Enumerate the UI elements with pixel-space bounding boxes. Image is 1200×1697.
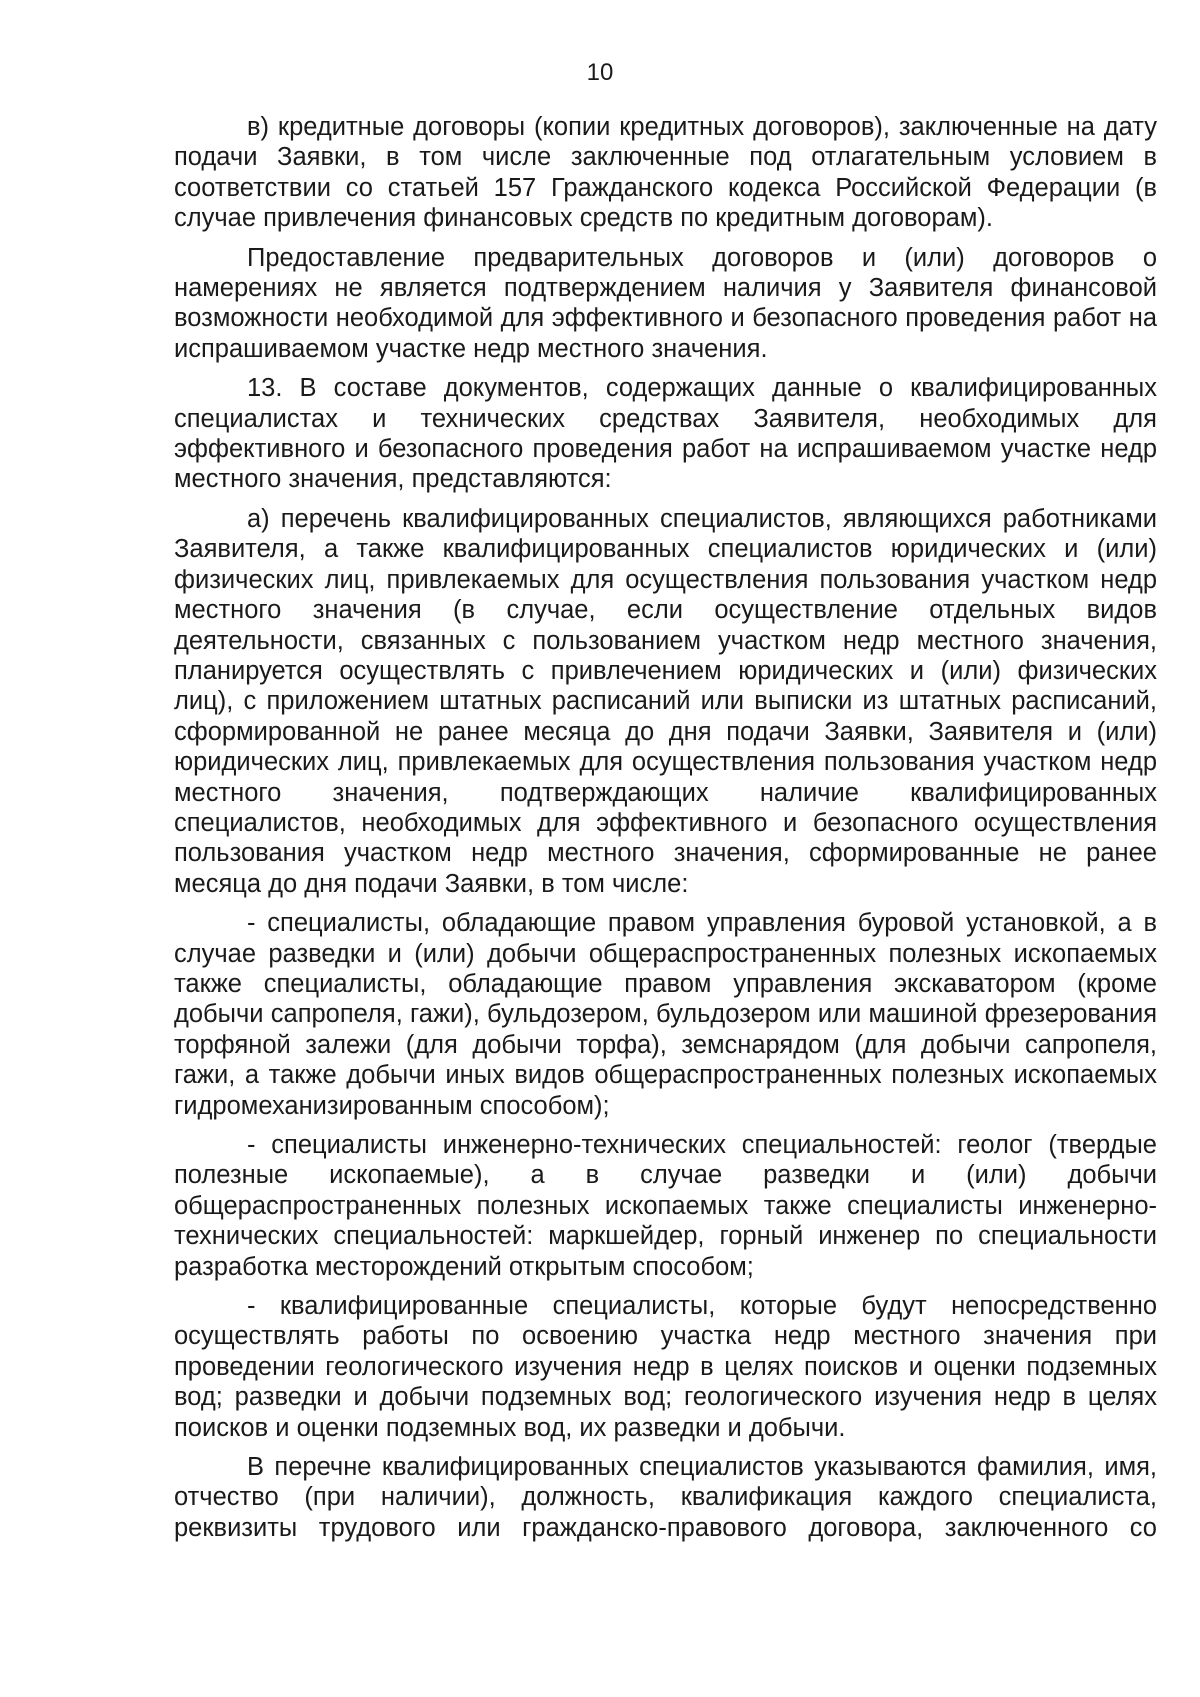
paragraph-groundwater-specialists: - квалифицированные специалисты, которые будут непосредственно осуществлять работы по освоению участка недр местного значения при проведении геологического изучения недр в целях поисков и оценки подземных вод; разведки и добычи подземных вод; геологического изучения недр в целях поисков и оценки подземных вод, их разведки и добычи. xyxy=(174,1292,1157,1442)
paragraph-preliminary-agreements: Предоставление предварительных договоров и (или) договоров о намерениях не является подтверждением наличия у Заявителя финансовой возможности необходимой для эффективного и безопасного проведения работ на испрашиваемом участке недр местного значения. xyxy=(174,243,1157,363)
paragraph-credit-agreements: в) кредитные договоры (копии кредитных договоров), заключенные на дату подачи Заявки, в том числе заключенные под отлагательным условием в соответствии со статьей 157 Гражданского кодекса Российской Федерации (в случае привлечения финансовых средств по кредитным договорам). xyxy=(174,113,1157,233)
document-body xyxy=(174,112,1157,1543)
paragraph-specialists-list: а) перечень квалифицированных специалистов, являющихся работниками Заявителя, а также квалифицированных специалистов юридических и (или) физических лиц, привлекаемых для осуществления пользования участком недр местного значения (в случае, если осуществление отдельных видов деятельности, связанных с пользованием участком недр местного значения, планируется осуществлять с привлечением юридических и (или) физических лиц), с приложением штатных расписаний или выписки из штатных расписаний, сформированной не ранее месяца до дня подачи Заявки, Заявителя и (или) юридических лиц, привлекаемых для осуществления пользования участком недр местного значения, подтверждающих наличие квалифицированных специалистов, необходимых для эффективного и безопасного осуществления пользования участком недр местного значения, сформированные не ранее месяца до дня подачи Заявки, в том числе: xyxy=(174,504,1157,898)
paragraph-engineering-specialists: - специалисты инженерно-технических специальностей: геолог (твердые полезные ископаемые), а в случае разведки и (или) добычи общераспространенных полезных ископаемых также специалисты инженерно-технических специальностей: маркшейдер, горный инженер по специальности разработка месторождений открытым способом; xyxy=(174,1131,1157,1281)
paragraph-item-13: 13. В составе документов, содержащих данные о квалифицированных специалистах и технических средствах Заявителя, необходимых для эффективного и безопасного проведения работ на испрашиваемом участке недр местного значения, представляются: xyxy=(174,374,1157,494)
paragraph-specialists-details: В перечне квалифицированных специалистов указываются фамилия, имя, отчество (при наличии), должность, квалификация каждого специалиста, реквизиты трудового или гражданско-правового договора, заключенного со xyxy=(174,1453,1157,1542)
page-number: 10 xyxy=(586,59,614,86)
paragraph-equipment-operators: - специалисты, обладающие правом управления буровой установкой, а в случае разведки и (или) добычи общераспространенных полезных ископаемых также специалисты, обладающие правом управления экскаватором (кроме добычи сапропеля, гажи), бульдозером, бульдозером или машиной фрезерования торфяной залежи (для добычи торфа), земснарядом (для добычи сапропеля, гажи, а также добычи иных видов общераспространенных полезных ископаемых гидромеханизированным способом); xyxy=(174,909,1157,1120)
